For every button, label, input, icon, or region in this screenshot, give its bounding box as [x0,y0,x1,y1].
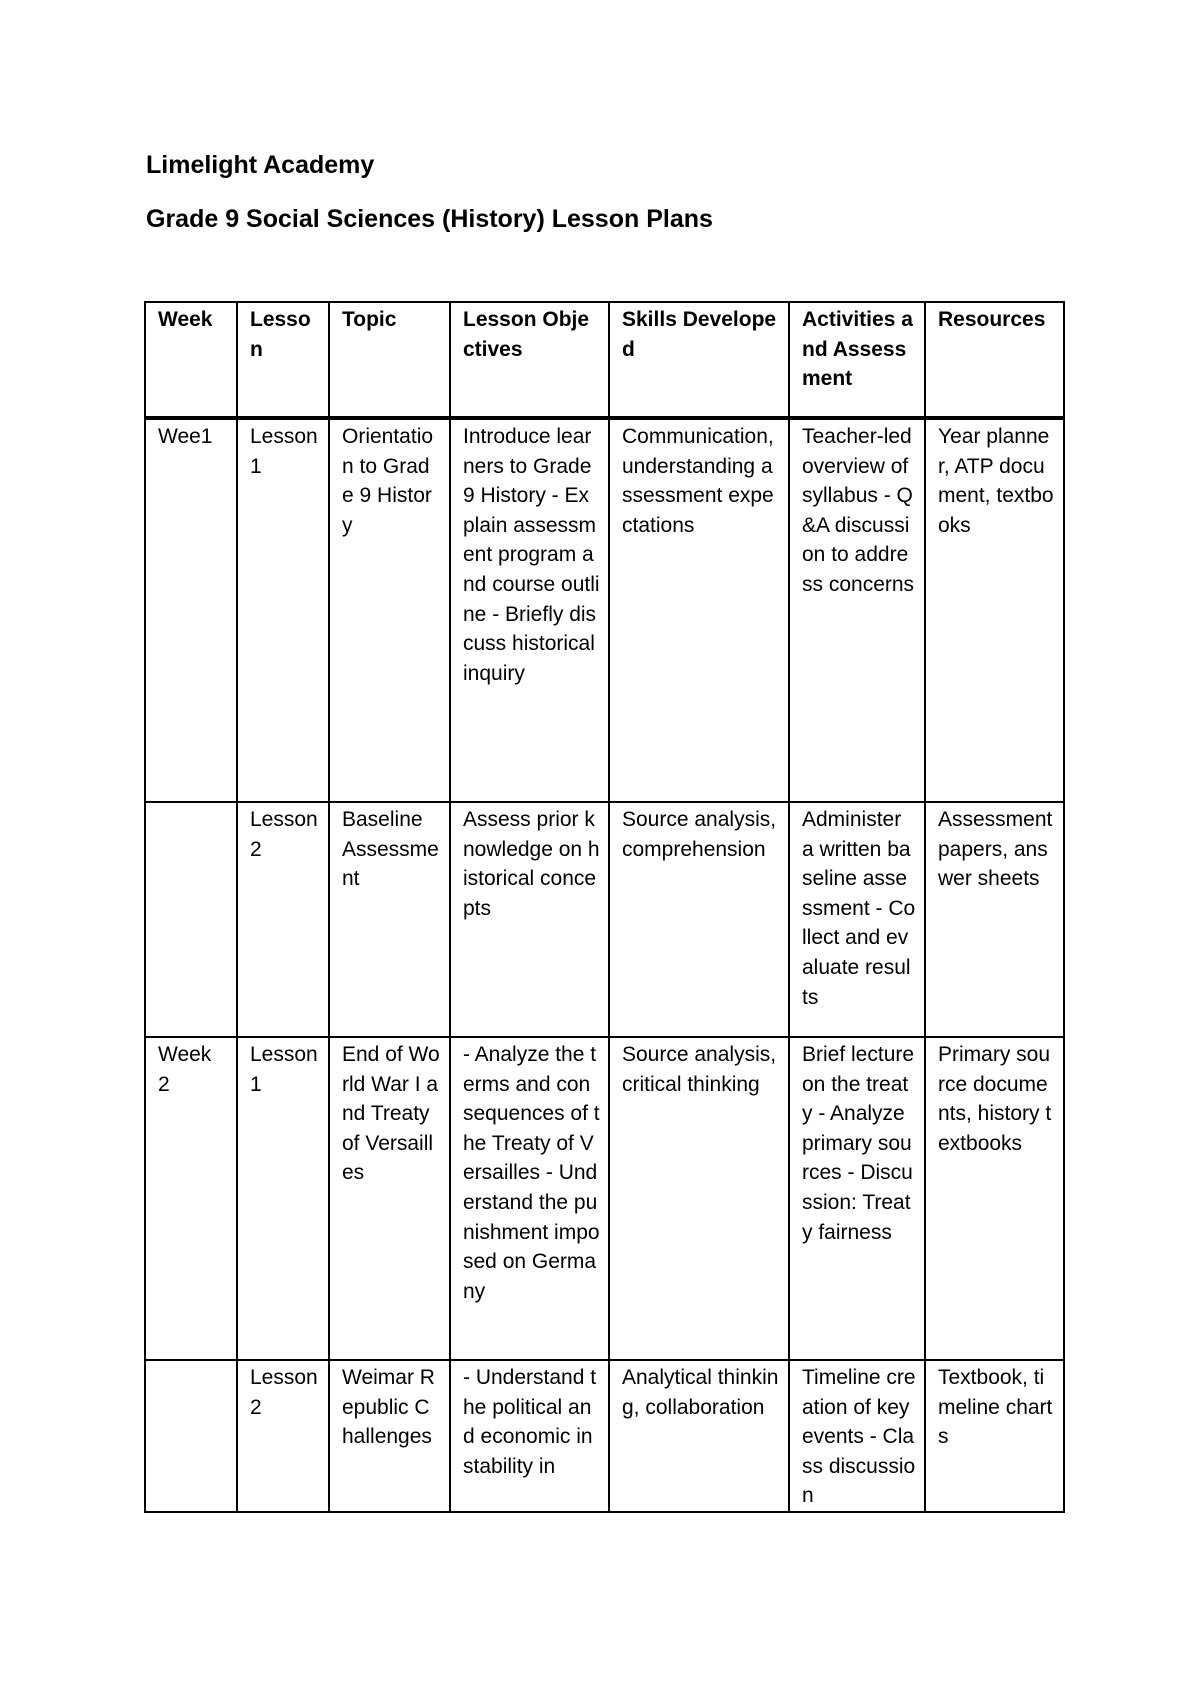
cell-objectives: Assess prior knowledge on historical concepts [450,802,609,1037]
table-row [145,802,1064,1037]
cell-resources: Primary source documents, history textbooks [925,1037,1064,1360]
cell-objectives: - Analyze the terms and consequences of the Treaty of Versailles - Understand the punishment imposed on Germany [450,1037,609,1360]
cell-skills: Source analysis, critical thinking [609,1037,789,1360]
header-lesson: Lesson [237,302,329,418]
cell-lesson: Lesson 1 [237,418,329,802]
cell-skills: Source analysis, comprehension [609,802,789,1037]
cell-objectives: Introduce learners to Grade 9 History - Explain assessment program and course outline - Briefly discuss historical inquiry [450,418,609,802]
cell-topic: Weimar Republic Challenges [329,1360,450,1512]
header-week: Week [145,302,237,418]
cell-activities: Administer a written baseline assessment - Collect and evaluate results [789,802,925,1037]
cell-resources: Year planner, ATP document, textbooks [925,418,1064,802]
cell-skills: Analytical thinking, collaboration [609,1360,789,1512]
cell-lesson: Lesson 2 [237,802,329,1037]
cell-week: Week 2 [145,1037,237,1360]
cell-week [145,802,237,1037]
table-row [145,1037,1064,1360]
table-header-row [145,302,1064,418]
cell-activities: Timeline creation of key events - Class discussion [789,1360,925,1512]
header-lesson-objectives: Lesson Objectives [450,302,609,418]
header-topic: Topic [329,302,450,418]
cell-topic: Orientation to Grade 9 History [329,418,450,802]
cell-week: Wee1 [145,418,237,802]
cell-lesson: Lesson 2 [237,1360,329,1512]
header-resources: Resources [925,302,1064,418]
table-row [145,418,1064,802]
cell-skills: Communication, understanding assessment expectations [609,418,789,802]
cell-resources: Textbook, timeline charts [925,1360,1064,1512]
document-title: Limelight Academy [146,151,375,179]
cell-activities: Teacher-led overview of syllabus - Q&A discussion to address concerns [789,418,925,802]
cell-topic: End of World War I and Treaty of Versailles [329,1037,450,1360]
cell-lesson: Lesson 1 [237,1037,329,1360]
cell-week [145,1360,237,1512]
header-skills-developed: Skills Developed [609,302,789,418]
cell-topic: Baseline Assessment [329,802,450,1037]
document-subtitle: Grade 9 Social Sciences (History) Lesson Plans [146,205,713,233]
table-row [145,1360,1064,1512]
cell-resources: Assessment papers, answer sheets [925,802,1064,1037]
header-activities-assessment: Activities and Assessment [789,302,925,418]
cell-objectives: - Understand the political and economic instability in [450,1360,609,1512]
cell-activities: Brief lecture on the treaty - Analyze primary sources - Discussion: Treaty fairness [789,1037,925,1360]
lesson-plan-table [144,301,1065,1513]
